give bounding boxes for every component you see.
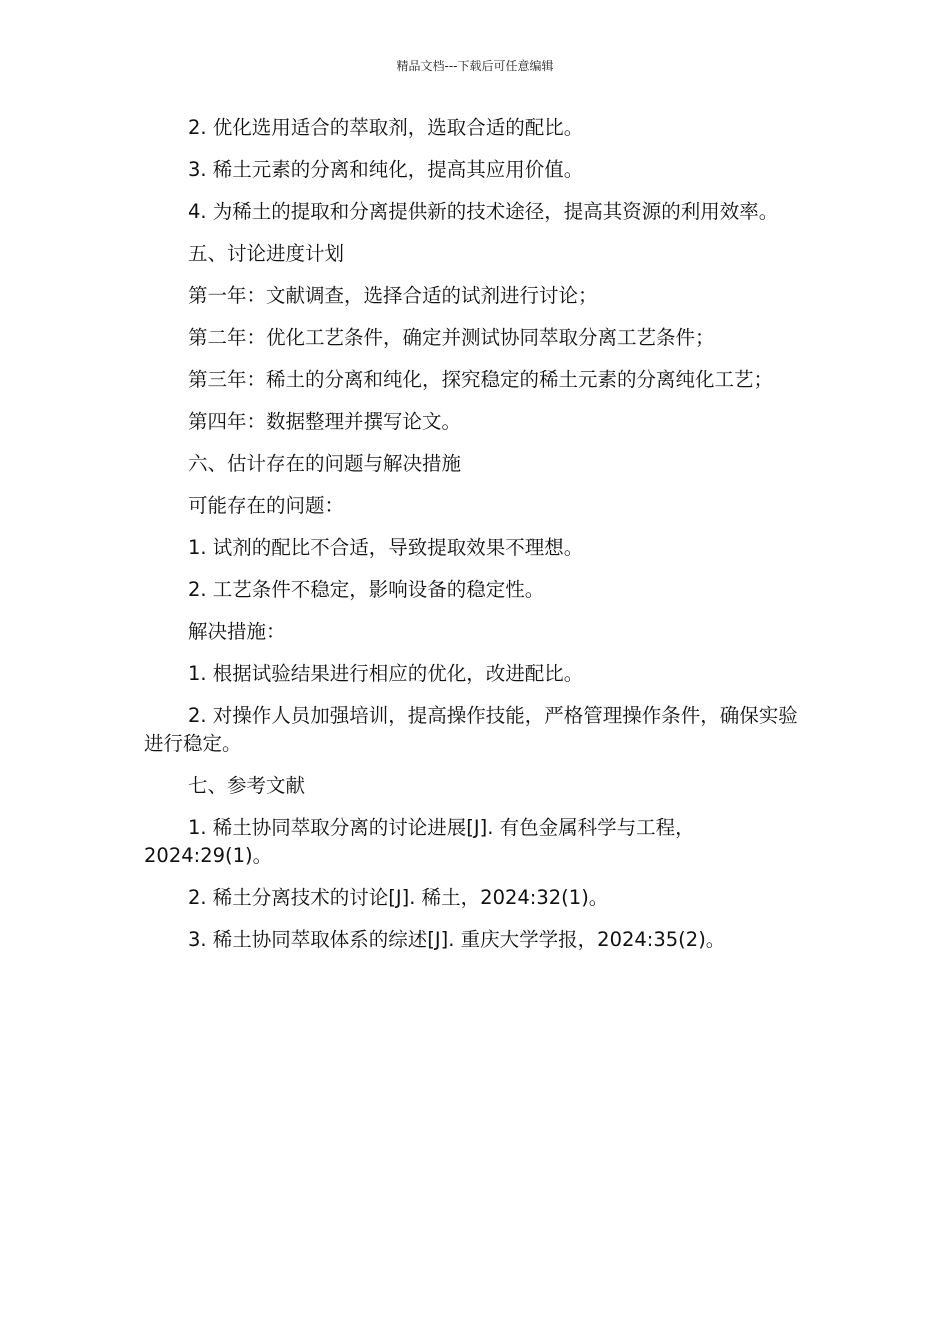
document-body (144, 114, 824, 968)
paragraph: 4. 为稀土的提取和分离提供新的技术途径，提高其资源的利用效率。 (188, 200, 779, 223)
reference-item: 2. 稀土分离技术的讨论[J]. 稀土，2024:32(1)。 (188, 886, 609, 909)
paragraph: 第一年：文献调查，选择合适的试剂进行讨论； (188, 284, 598, 307)
section-heading: 七、参考文献 (188, 774, 306, 797)
paragraph: 可能存在的问题： (188, 494, 345, 517)
paragraph: 2. 对操作人员加强培训，提高操作技能，严格管理操作条件，确保实验进行稳定。 (144, 704, 798, 755)
paragraph: 第四年：数据整理并撰写论文。 (188, 410, 462, 433)
page-header: 精品文档---下载后可任意编辑 (396, 59, 554, 73)
paragraph: 2. 工艺条件不稳定，影响设备的稳定性。 (188, 578, 545, 601)
paragraph: 第二年：优化工艺条件，确定并测试协同萃取分离工艺条件； (188, 326, 715, 349)
reference-item: 1. 稀土协同萃取分离的讨论进展[J]. 有色金属科学与工程，2024:29(1)。 (144, 816, 695, 867)
reference-item: 3. 稀土协同萃取体系的综述[J]. 重庆大学学报，2024:35(2)。 (188, 928, 726, 951)
paragraph: 3. 稀土元素的分离和纯化，提高其应用价值。 (188, 158, 584, 181)
section-heading: 六、估计存在的问题与解决措施 (188, 452, 462, 475)
paragraph: 2. 优化选用适合的萃取剂，选取合适的配比。 (188, 116, 584, 139)
paragraph: 解决措施： (188, 620, 286, 643)
paragraph: 1. 试剂的配比不合适，导致提取效果不理想。 (188, 536, 584, 559)
section-heading: 五、讨论进度计划 (188, 242, 345, 265)
paragraph: 第三年：稀土的分离和纯化，探究稳定的稀土元素的分离纯化工艺； (188, 368, 774, 391)
paragraph: 1. 根据试验结果进行相应的优化，改进配比。 (188, 662, 584, 685)
